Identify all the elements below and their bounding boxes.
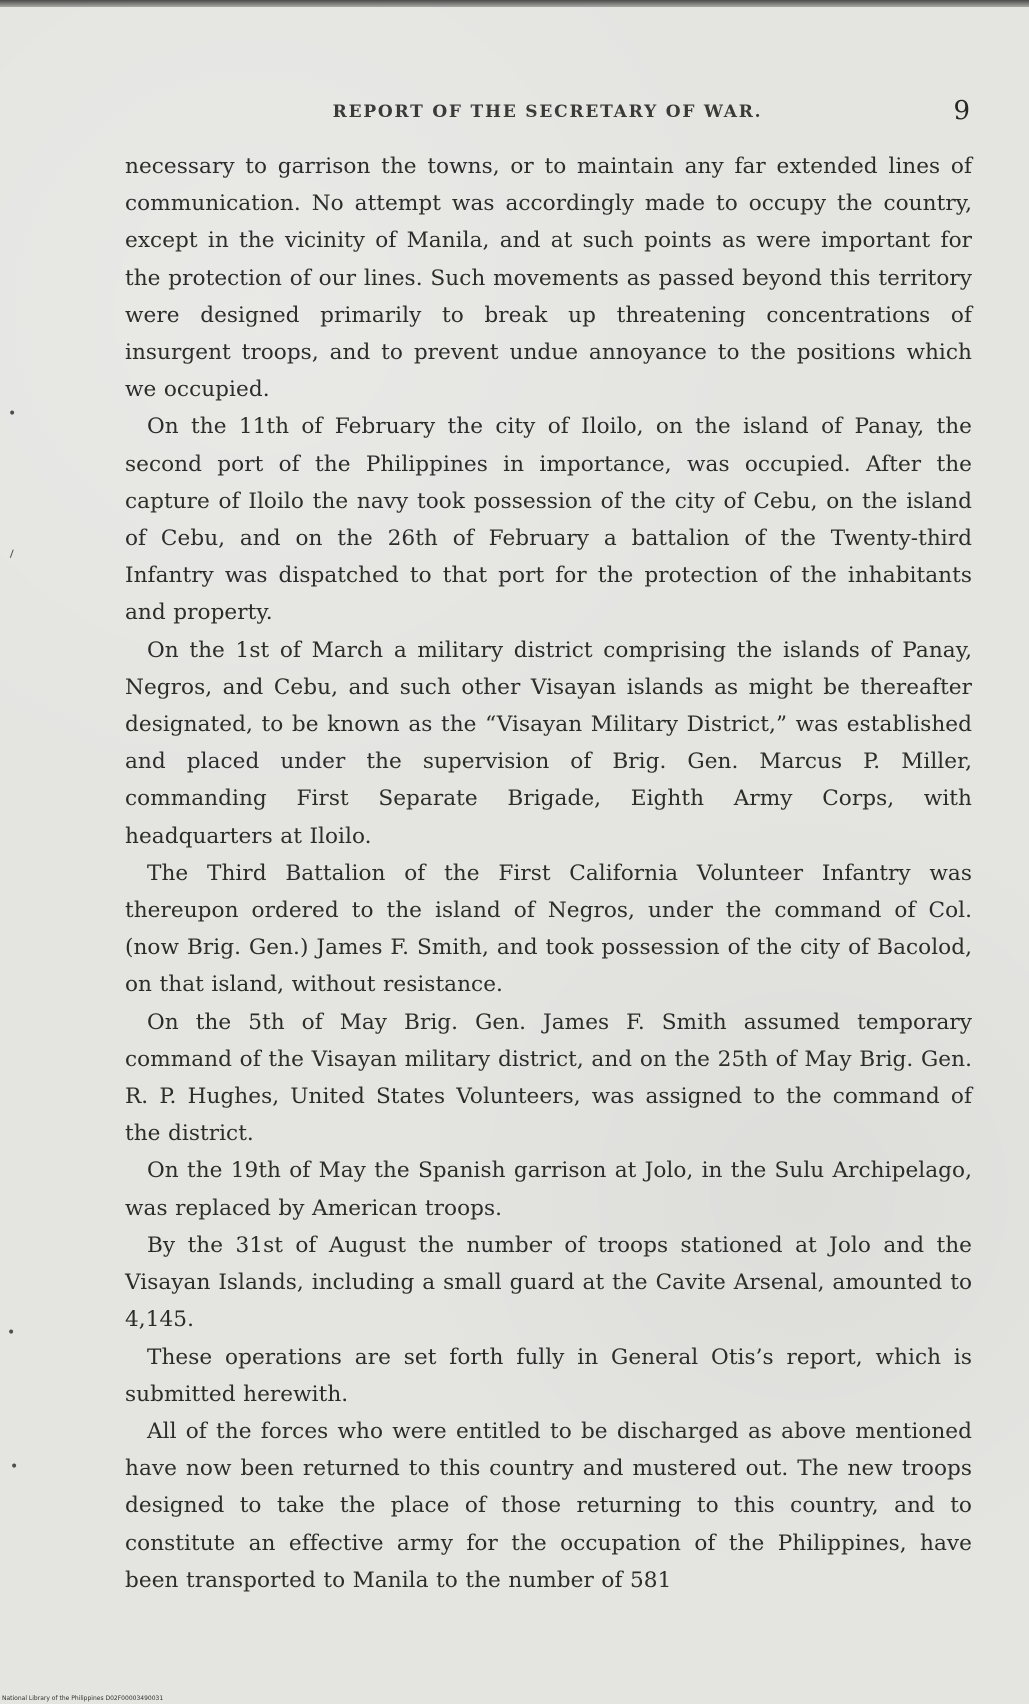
margin-scratch-mark: ⸝ <box>1 539 19 562</box>
page-header-title: REPORT OF THE SECRETARY OF WAR. <box>332 102 763 122</box>
paragraph-otis-report: These operations are set forth fully in General Otis’s report, which is submitted herewith. <box>125 1344 972 1407</box>
report-body <box>125 148 972 1599</box>
running-header <box>125 98 970 132</box>
paragraph-iloilo-occupation: On the 11th of February the city of Iloilo, on the island of Panay, the second port of the Philippines in importance, was occupied. After the capture of Iloilo the navy took possession of the city of Cebu, on the island of Cebu, and on the 26th of February a battalion of the Twenty-third Infantry was dispatched to that port for the protection of the inhabitants and property. <box>125 414 972 626</box>
paragraph-troop-total: By the 31st of August the number of troops stationed at Jolo and the Visayan Islands, including a small guard at the Cavite Arsenal, amounted to 4,145. <box>125 1232 972 1333</box>
margin-dot-mark: • <box>10 1459 19 1475</box>
scan-credit-footer: National Library of the Philippines D02F00003490031 <box>2 1695 164 1702</box>
paragraph-visayan-district: On the 1st of March a military district comprising the islands of Panay, Negros, and Cebu, and such other Visayan islands as might be thereafter designated, to be known as the “Visayan Military District,” was established and placed under the supervision of Brig. Gen. Marcus P. Miller, commanding First Separate Brigade, Eighth Army Corps, with headquarters at Iloilo. <box>125 637 972 849</box>
margin-dot-mark: • <box>8 406 17 422</box>
paragraph-jolo-garrison: On the 19th of May the Spanish garrison at Jolo, in the Sulu Archipelago, was replaced by American troops. <box>125 1158 972 1221</box>
page-number: 9 <box>953 96 970 126</box>
paragraph-returned-forces: All of the forces who were entitled to be discharged as above mentioned have now been returned to this country and mustered out. The new troops designed to take the place of those returning to this country, and to constitute an effective army for the occupation of the Philippines, have been transported to Manila to the number of 581 <box>125 1418 972 1593</box>
paragraph-continuation: necessary to garrison the towns, or to maintain any far extended lines of communication. No attempt was accordingly made to occupy the country, except in the vicinity of Manila, and at such points as were important for the protection of our lines. Such movements as passed beyond this territory were designed primarily to break up threatening concentrations of insurgent troops, and to prevent undue annoyance to the positions which we occupied. <box>125 154 972 403</box>
margin-dot-mark: • <box>7 1325 16 1341</box>
scan-top-edge <box>0 0 1029 7</box>
paragraph-temporary-command: On the 5th of May Brig. Gen. James F. Smith assumed temporary command of the Visayan military district, and on the 25th of May Brig. Gen. R. P. Hughes, United States Volunteers, was assigned to the command of the district. <box>125 1009 972 1147</box>
paragraph-negros-battalion: The Third Battalion of the First California Volunteer Infantry was thereupon ordered to the island of Negros, under the command of Col. (now Brig. Gen.) James F. Smith, and took possession of the city of Bacolod, on that island, without resistance. <box>125 860 972 998</box>
